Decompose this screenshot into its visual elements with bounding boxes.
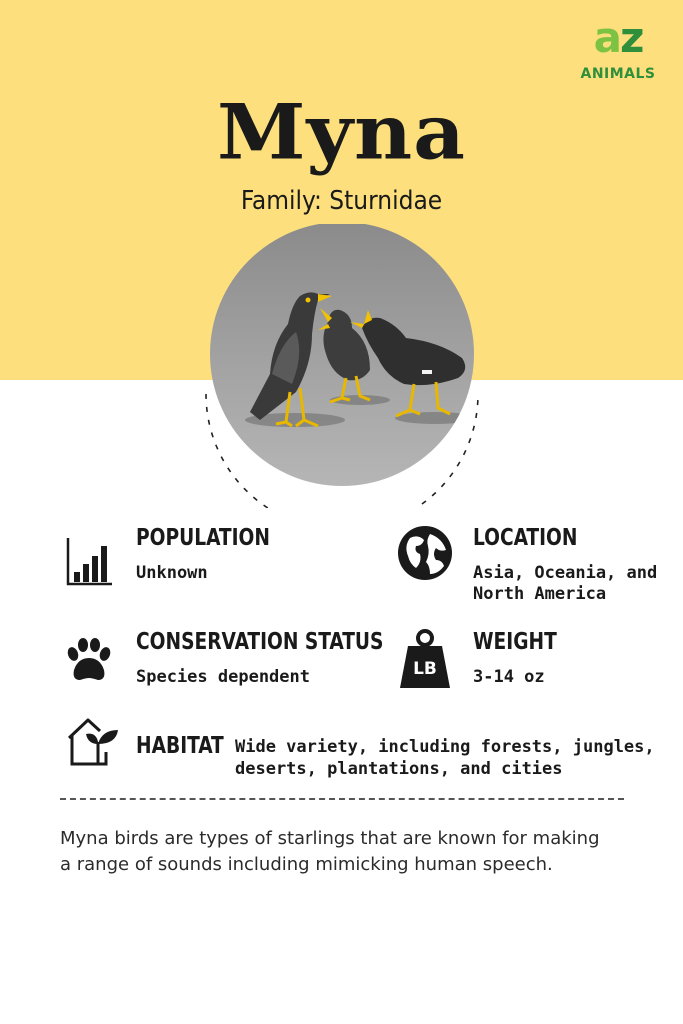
stat-weight <box>398 628 658 698</box>
weight-label: WEIGHT <box>473 629 557 655</box>
habitat-value-line1: Wide variety, including forests, jungles, <box>235 737 655 757</box>
stat-habitat <box>66 716 655 786</box>
habitat-value-line2: deserts, plantations, and cities <box>235 759 563 779</box>
az-animals-logo[interactable] <box>576 13 660 84</box>
weight-value: 3-14 oz <box>473 667 545 687</box>
stat-conservation <box>64 628 384 698</box>
stat-population <box>66 524 366 594</box>
paw-icon <box>64 636 112 684</box>
logo-mark-a: a <box>593 13 620 62</box>
habitat-label: HABITAT <box>136 733 224 759</box>
globe-icon <box>396 524 454 582</box>
location-value-line2: North America <box>473 584 607 604</box>
weight-badge: LB <box>413 659 437 679</box>
family-subtitle: Family: Sturnidae <box>240 186 443 216</box>
population-label: POPULATION <box>136 525 270 551</box>
description <box>60 826 640 878</box>
description-line1: Myna birds are types of starlings that are known for making <box>60 828 600 849</box>
stat-location <box>396 524 666 608</box>
conservation-value: Species dependent <box>136 667 310 687</box>
house-plant-icon <box>66 716 122 768</box>
location-value-line1: Asia, Oceania, and <box>473 563 658 583</box>
logo-text: ANIMALS <box>580 66 656 82</box>
section-divider <box>60 798 624 800</box>
description-line2: a range of sounds including mimicking human speech. <box>60 854 553 875</box>
logo-mark-z: z <box>619 13 643 62</box>
conservation-label: CONSERVATION STATUS <box>136 629 384 655</box>
logo-mark <box>576 13 660 62</box>
myna-photo <box>200 224 484 508</box>
population-value: Unknown <box>136 563 208 583</box>
location-label: LOCATION <box>473 525 578 551</box>
myna-photo-illustration <box>200 224 484 508</box>
bar-chart-icon <box>66 524 114 586</box>
page-title: Myna <box>216 87 467 177</box>
